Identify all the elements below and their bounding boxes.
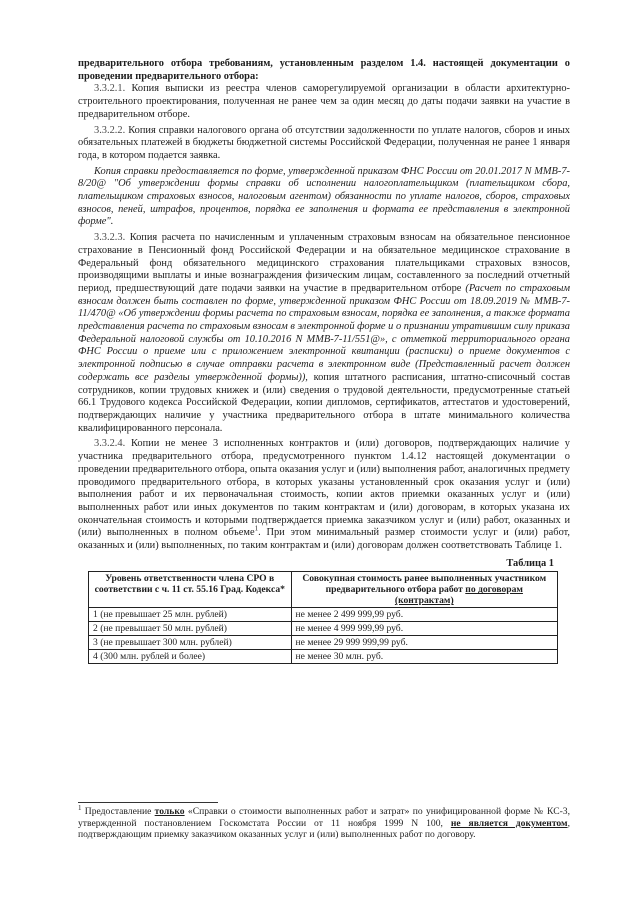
paragraph-3-3-2-1 (78, 83, 570, 121)
table-cell-cost: не менее 4 999 999,99 руб. (291, 622, 557, 636)
footnote (78, 803, 570, 841)
footnote-ref: 1 (254, 524, 259, 533)
table-cell-level: 4 (300 млн. рублей и более) (89, 650, 292, 664)
table-row (89, 622, 558, 636)
document-body (78, 58, 570, 664)
table-row (89, 636, 558, 650)
table-header-row (89, 572, 558, 608)
table-header-level: Уровень ответственности члена СРО в соответствии с ч. 11 ст. 55.16 Град. Кодекса* (89, 572, 292, 608)
table-cell-cost: не менее 30 млн. руб. (291, 650, 557, 664)
table-row (89, 608, 558, 622)
paragraph-number: 3.3.2.1. (94, 83, 126, 95)
intro-text (78, 58, 570, 83)
paragraph-text: Копия выписки из реестра членов саморегулируемой организации в области архитектурно-строительного проектирования, полученная не ранее чем за один месяц до даты подачи заявки на участие в предварительном отборе. (78, 83, 570, 120)
header-cost-text: Совокупная стоимость ранее выполненных участником предварительного отбора работ (302, 573, 547, 596)
paragraph-3-3-2-4 (78, 438, 570, 552)
footnote-emphasis-not-document: не является документом (450, 817, 568, 829)
table-row (89, 650, 558, 664)
paragraph-text: Копия расчета по начисленным и уплаченным страховым взносам на обязательное пенсионное страхование в Пенсионный фонд Российской Федерации и на обязательное медицинское страхование в Федеральный фонд обязательного медицинского страхования плательщиками страховых взносов, производящими выплаты и иные вознаграждения физическим лицам, составленного за последний отчетный период, предшествующий дате подачи заявки на участие в предварительном отборе (78, 232, 570, 294)
table-cell-cost: не менее 2 499 999,99 руб. (291, 608, 557, 622)
table-cell-level: 1 (не превышает 25 млн. рублей) (89, 608, 292, 622)
requirements-table (88, 571, 558, 664)
table-cell-level: 2 (не превышает 50 млн. рублей) (89, 622, 292, 636)
paragraph-3-3-2-2-note: Копия справки предоставляется по форме, утвержденной приказом ФНС России от 20.01.2017 N ММВ-7-8/20@ "Об утверждении формы справки об исполнении налогоплательщиком (плательщиком сбора, плательщиком страховых взносов, налоговым агентом) обязанности по уплате налогов, сборов, страховых взносов, пеней, штрафов, процентов, порядка ее заполнения и формата ее представления в электронной форме". (78, 165, 570, 228)
table-cell-cost: не менее 29 999 999,99 руб. (291, 636, 557, 650)
footnote-text-1: Предоставление (81, 806, 155, 817)
paragraph-3-3-2-2 (78, 125, 570, 163)
paragraph-number: 3.3.2.2. (94, 124, 126, 136)
paragraph-3-3-2-3 (78, 232, 570, 435)
intro-line-2: документации о проведении предварительного отбора: (78, 58, 570, 82)
table-title: Таблица 1 (506, 557, 554, 569)
footnote-emphasis-only: только (154, 806, 185, 817)
footnote-text-3: , подтверждающим приемку заказчиком оказанных услуг и (или) выполненных работ по договору. (78, 817, 570, 841)
header-cost-underlined: по договорам (контрактам) (394, 584, 523, 607)
paragraph-italic-note: (Расчет по страховым взносам должен быть составлен по форме, утвержденной приказом ФНС России от 18.09.2019 № ММВ-7-11/470@ «Об утверждении формы расчета по страховым взносам, порядка ее заполнения, а также формата представления расчета по страховым взносам в электронной форме и о признании утратившим силу приказа Федеральной налоговой службы от 10.10.2016 N ММВ-7-11/551@», с отметкой территориального органа ФНС России о приеме или с приложением электронной квитанции (расписки) о приеме документов с электронной подписью в случае отправки расчета в электронном виде (Представленный расчет должен содержать все разделы утвержденной формы)), (78, 282, 570, 383)
table-cell-level: 3 (не превышает 300 млн. рублей) (89, 636, 292, 650)
intro-line-1: предварительного отбора требованиям, установленным разделом 1.4. настоящей (78, 58, 484, 69)
footnote-marker: 1 (78, 803, 82, 812)
footnote-text-2: «Справки о стоимости выполненных работ и затрат» по унифицированной форме № КС-3, утвержденной постановлением Госкомстата России от 11 ноября 1999 N 100, (78, 806, 570, 829)
paragraph-number: 3.3.2.4. (94, 438, 126, 450)
paragraph-number: 3.3.2.3. (94, 232, 126, 244)
paragraph-text: Копии не менее 3 исполненных контрактов и (или) договоров, подтверждающих наличие у участника предварительного отбора, предусмотренного пунктом 1.4.12 настоящей документации о проведении предварительного отбора, опыта оказания услуг и (или) выполнения работ, аналогичных предмету проводимого предварительного отбора, в которых указаны установленный срок оказания услуг и (или) выполнения работ и их первоначальная стоимость, копии актов приемки оказанных услуг и (или) выполненных работ или иных документов по таким контрактам и (или) договорам, в которых указана их окончательная стоимость и которыми подтверждается приемка заказчиком услуг и (или) работ, оказанных и (или) выполненных в полном объеме (78, 438, 570, 539)
table-header-cost (291, 572, 557, 608)
paragraph-tail: копия штатного расписания, штатно-списочный состав сотрудников, копии трудовых книжек и (или) сведения о трудовой деятельности, предусмотренные статьей 66.1 Трудового кодекса Российской Федерации, копии дипломов, сертификатов, аттестатов и удостоверений, подтверждающих наличие у участника предварительного отбора в штате минимального количества квалифицированного персонала. (78, 371, 570, 434)
paragraph-tail: . При этом минимальный размер стоимости услуг и (или) работ, оказанных и (или) выполненных, по таким контрактам и (или) договорам должен соответствовать Таблице 1. (78, 527, 570, 552)
footnote-divider (78, 802, 218, 803)
paragraph-text: Копия справки налогового органа об отсутствии задолженности по уплате налогов, сборов и иных обязательных платежей в бюджеты бюджетной системы Российской Федерации, полученная не ранее 1 января года, в котором подается заявка. (78, 124, 570, 161)
